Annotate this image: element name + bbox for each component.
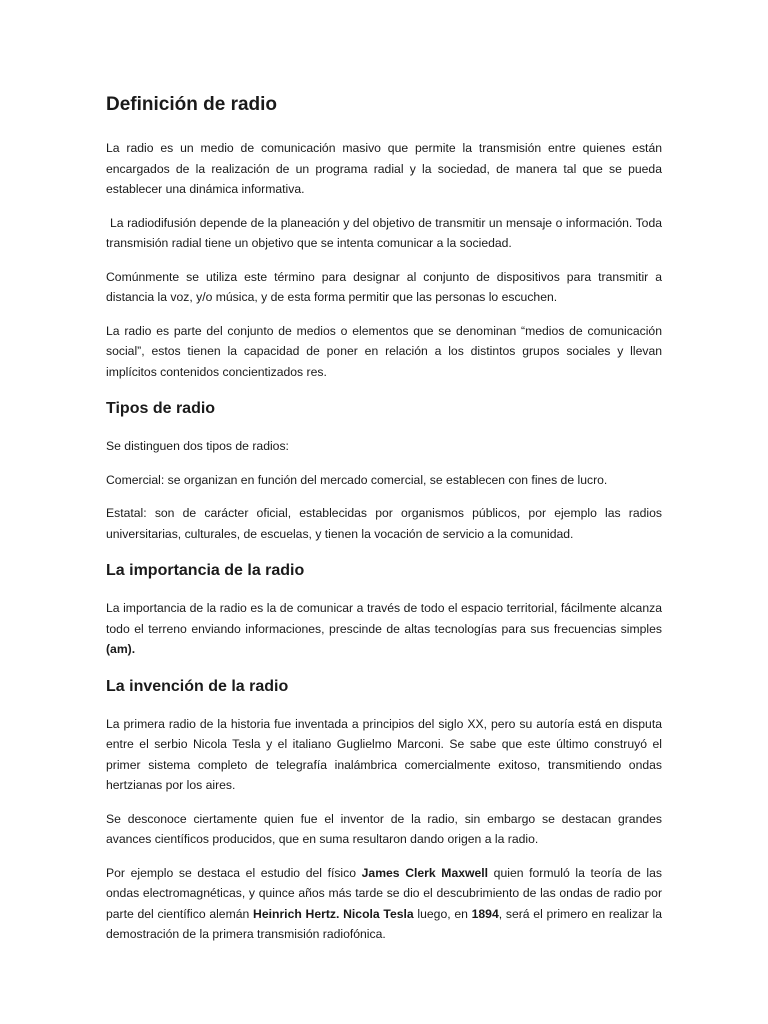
paragraph-intro-4: La radio es parte del conjunto de medios o elementos que se denominan “medios de comunicación social”, estos tienen la capacidad de poner en relación a los distintos grupos sociales y llevan implícitos contenidos concientizados res. — [106, 323, 662, 379]
paragraph-intro-2: La radiodifusión depende de la planeación y del objetivo de transmitir un mensaje o información. Toda transmisión radial tiene un objetivo que se intenta comunicar a la sociedad. — [106, 215, 662, 250]
paragraph-types-commercial: Comercial: se organizan en función del mercado comercial, se establecen con fines de lucro. — [106, 472, 608, 487]
section-heading-types: Tipos de radio — [106, 400, 216, 417]
paragraph-invention-1: La primera radio de la historia fue inventada a principios del siglo XX, pero su autoría está en disputa entre el serbio Nicola Tesla y el italiano Guglielmo Marconi. Se sabe que este último construyó el primer sistema completo de telegrafía inalámbrica comercialmente exitoso, transmitiendo ondas hertzianas por los aires. — [106, 716, 662, 792]
invention-text-4: , será el primero en realizar la demostración de la primera transmisión radiofónica. — [106, 906, 663, 941]
paragraph-importance — [106, 598, 662, 660]
bold-hertz-tesla: Heinrich Hertz. Nicola Tesla — [253, 906, 414, 921]
paragraph-invention-2: Se desconoce ciertamente quien fue el inventor de la radio, sin embargo se destacan grandes avances científicos producidos, que en suma resultaron dando origen a la radio. — [106, 811, 662, 846]
paragraph-types-state: Estatal: son de carácter oficial, establecidas por organismos públicos, por ejemplo las radios universitarias, culturales, de escuelas, y tienen la vocación de servicio a la comunidad. — [106, 506, 662, 541]
invention-text-2: quien formuló la teoría de las ondas electromagnéticas, y quince años más tarde se dio el descubrimiento de las ondas de radio por parte del científico alemán — [106, 865, 663, 921]
paragraph-invention-3 — [106, 863, 662, 945]
importance-text: La importancia de la radio es la de comunicar a través de todo el espacio territorial, fácilmente alcanza todo el terreno enviando informaciones, prescinde de altas tecnologías para sus frecuencias simples — [106, 601, 662, 636]
page-title: Definición de radio — [106, 94, 278, 115]
invention-text-1: Por ejemplo se destaca el estudio del físico — [106, 865, 362, 880]
bold-maxwell: James Clerk Maxwell — [361, 865, 489, 880]
paragraph-types-intro: Se distinguen dos tipos de radios: — [106, 439, 289, 453]
paragraph-intro-1: La radio es un medio de comunicación masivo que permite la transmisión entre quienes están encargados de la realización de un programa radial y la sociedad, de manera tal que se pueda establecer una dinámica informativa. — [106, 141, 662, 196]
section-heading-invention: La invención de la radio — [106, 677, 289, 695]
section-heading-importance: La importancia de la radio — [106, 562, 305, 579]
bold-year-1894: 1894 — [471, 906, 499, 921]
importance-bold-am: (am). — [106, 642, 136, 656]
invention-text-3: luego, en — [413, 906, 472, 921]
paragraph-intro-3: Comúnmente se utiliza este término para designar al conjunto de dispositivos para transmitir a distancia la voz, y/o música, y de esta forma permitir que las personas lo escuchen. — [106, 269, 662, 304]
